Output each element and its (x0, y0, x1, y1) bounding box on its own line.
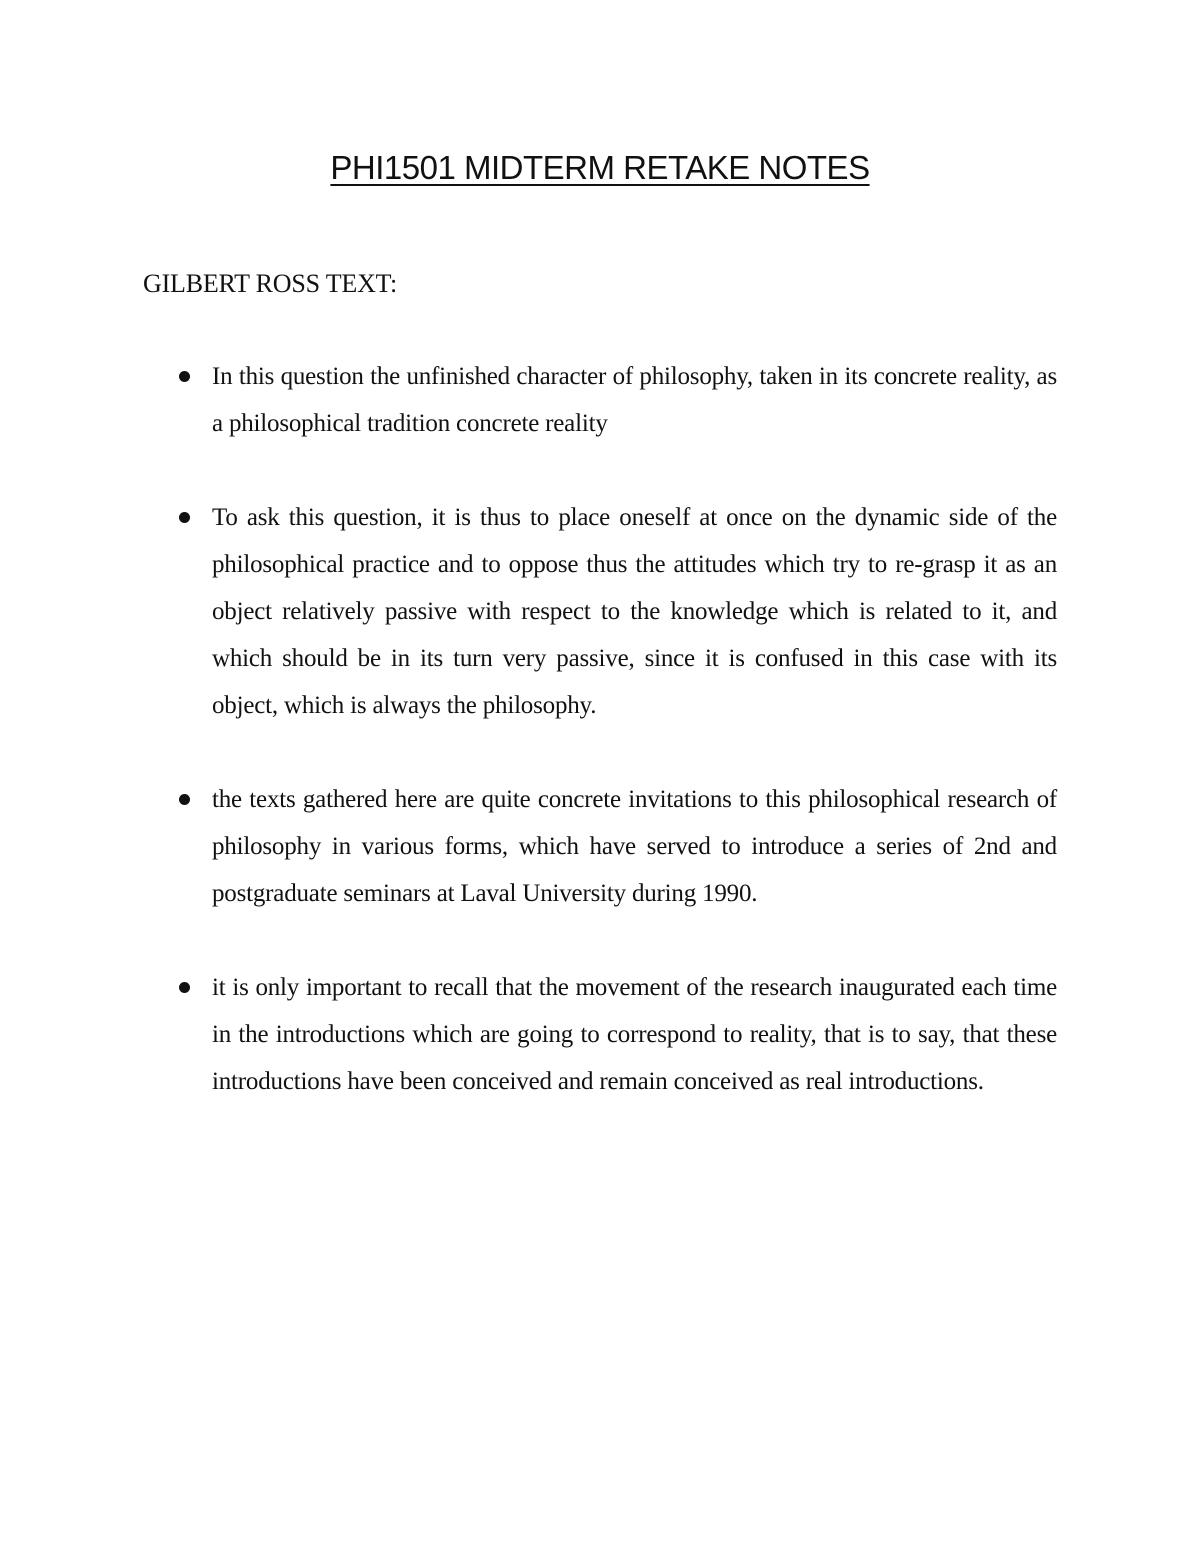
note-text: the texts gathered here are quite concrete invitations to this philosophical research of philosophy in various forms, which have served to introduce a series of 2nd and postgraduate seminars at Laval University during 1990. (212, 786, 1057, 907)
section-heading: GILBERT ROSS TEXT: (143, 269, 398, 298)
note-text: it is only important to recall that the movement of the research inaugurated each time in the introductions which are going to correspond to reality, that is to say, that these introductions have been conceived and remain conceived as real introductions. (212, 974, 1057, 1095)
bullet-icon (179, 512, 190, 523)
list-item (0, 964, 1200, 1105)
page-title: PHI1501 MIDTERM RETAKE NOTES (330, 149, 870, 186)
notes-list (0, 353, 1200, 1152)
bullet-icon (179, 982, 190, 993)
bullet-icon (179, 371, 190, 382)
list-item (0, 494, 1200, 729)
list-item (0, 776, 1200, 917)
note-text: In this question the unfinished character of philosophy, taken in its concrete reality, as a philosophical tradition concrete reality (212, 363, 1057, 437)
note-text: To ask this question, it is thus to place oneself at once on the dynamic side of the philosophical practice and to oppose thus the attitudes which try to re-grasp it as an object relatively passive with respect to the knowledge which is related to it, and which should be in its turn very passive, since it is confused in this case with its object, which is always the philosophy. (212, 504, 1057, 719)
bullet-icon (179, 794, 190, 805)
list-item (0, 353, 1200, 447)
